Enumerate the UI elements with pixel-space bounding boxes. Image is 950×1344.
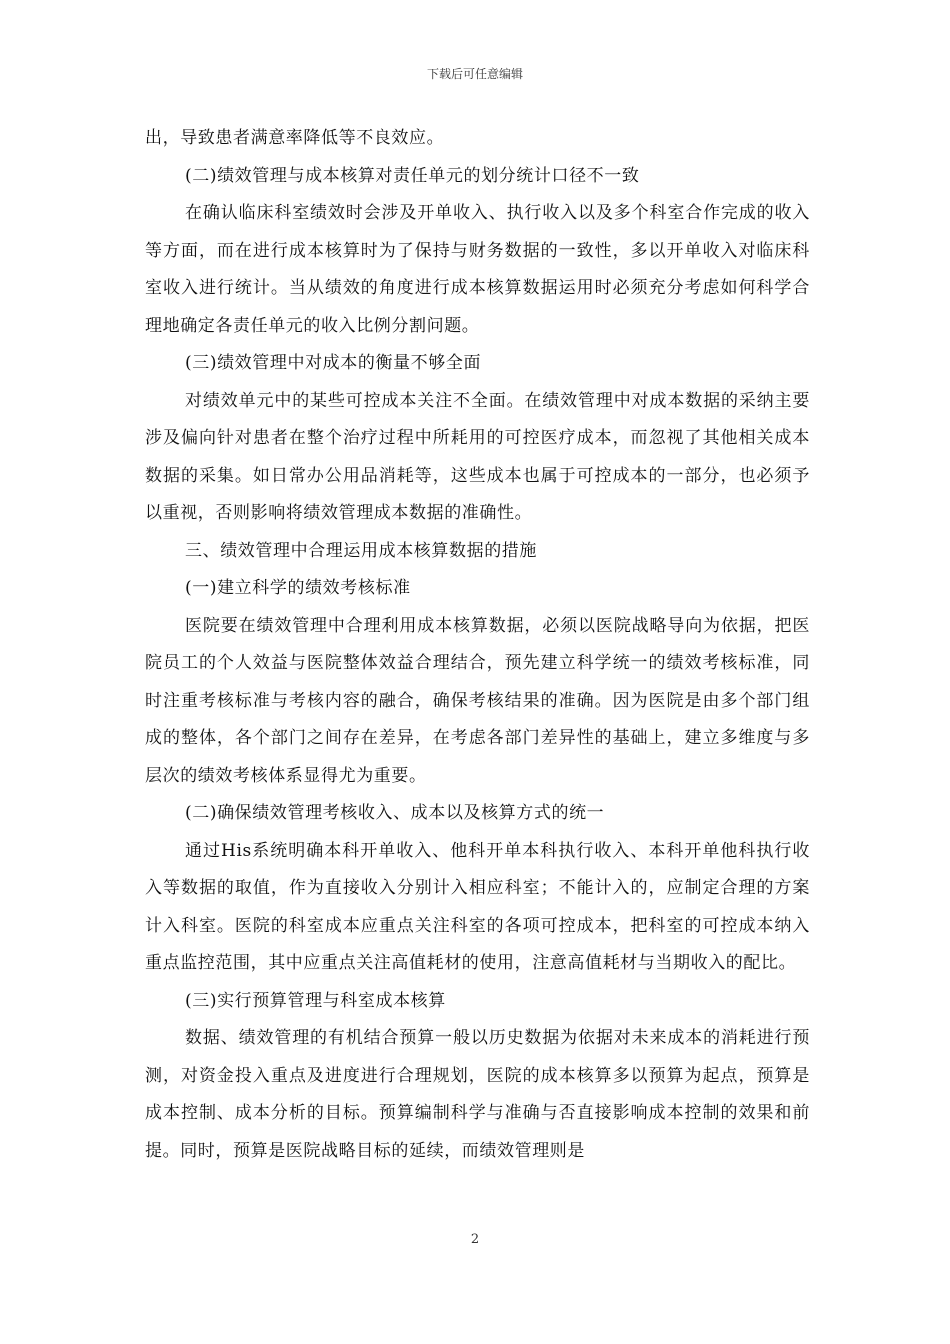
section-heading: (三)绩效管理中对成本的衡量不够全面 [185,353,482,373]
chapter-heading: 三、绩效管理中合理运用成本核算数据的措施 [185,540,537,561]
paragraph-continued: 出，导致患者满意率降低等不良效应。 [145,128,445,148]
section-heading: (二)绩效管理与成本核算对责任单元的划分统计口径不一致 [185,165,640,186]
section-heading: (三)实行预算管理与科室成本核算 [185,990,446,1011]
paragraph: 对绩效单元中的某些可控成本关注不全面。在绩效管理中对成本数据的采纳主要涉及偏向针对患者在整个治疗过程中所耗用的可控医疗成本，而忽视了其他相关成本数据的采集。如日常办公用品消耗等，这些成本也属于可控成本的一部分，也必须予以重视，否则影响将绩效管理成本数据的准确性。 [145,390,810,523]
paragraph: 通过His系统明确本科开单收入、他科开单本科执行收入、本科开单他科执行收入等数据的取值，作为直接收入分别计入相应科室；不能计入的，应制定合理的方案计入科室。医院的科室成本应重点关注科室的各项可控成本，把科室的可控成本纳入重点监控范围，其中应重点关注高值耗材的使用，注意高值耗材与当期收入的配比。 [145,840,810,973]
section-heading: (一)建立科学的绩效考核标准 [185,578,411,598]
page-number: 2 [470,1232,480,1247]
paragraph: 在确认临床科室绩效时会涉及开单收入、执行收入以及多个科室合作完成的收入等方面，而在进行成本核算时为了保持与财务数据的一致性，多以开单收入对临床科室收入进行统计。当从绩效的角度进行成本核算数据运用时必须充分考虑如何科学合理地确定各责任单元的收入比例分割问题。 [145,203,810,336]
paragraph: 医院要在绩效管理中合理利用成本核算数据，必须以医院战略导向为依据，把医院员工的个人效益与医院整体效益合理结合，预先建立科学统一的绩效考核标准，同时注重考核标准与考核内容的融合，确保考核结果的准确。因为医院是由多个部门组成的整体，各个部门之间存在差异，在考虑各部门差异性的基础上，建立多维度与多层次的绩效考核体系显得尤为重要。 [145,615,810,786]
paragraph: 数据、绩效管理的有机结合预算一般以历史数据为依据对未来成本的消耗进行预测，对资金投入重点及进度进行合理规划，医院的成本核算多以预算为起点，预算是成本控制、成本分析的目标。预算编制科学与准确与否直接影响成本控制的效果和前提。同时，预算是医院战略目标的延续，而绩效管理则是 [145,1028,810,1161]
document-body [145,120,810,1170]
page-header: 下载后可任意编辑 [426,67,523,81]
section-heading: (二)确保绩效管理考核收入、成本以及核算方式的统一 [185,803,605,823]
